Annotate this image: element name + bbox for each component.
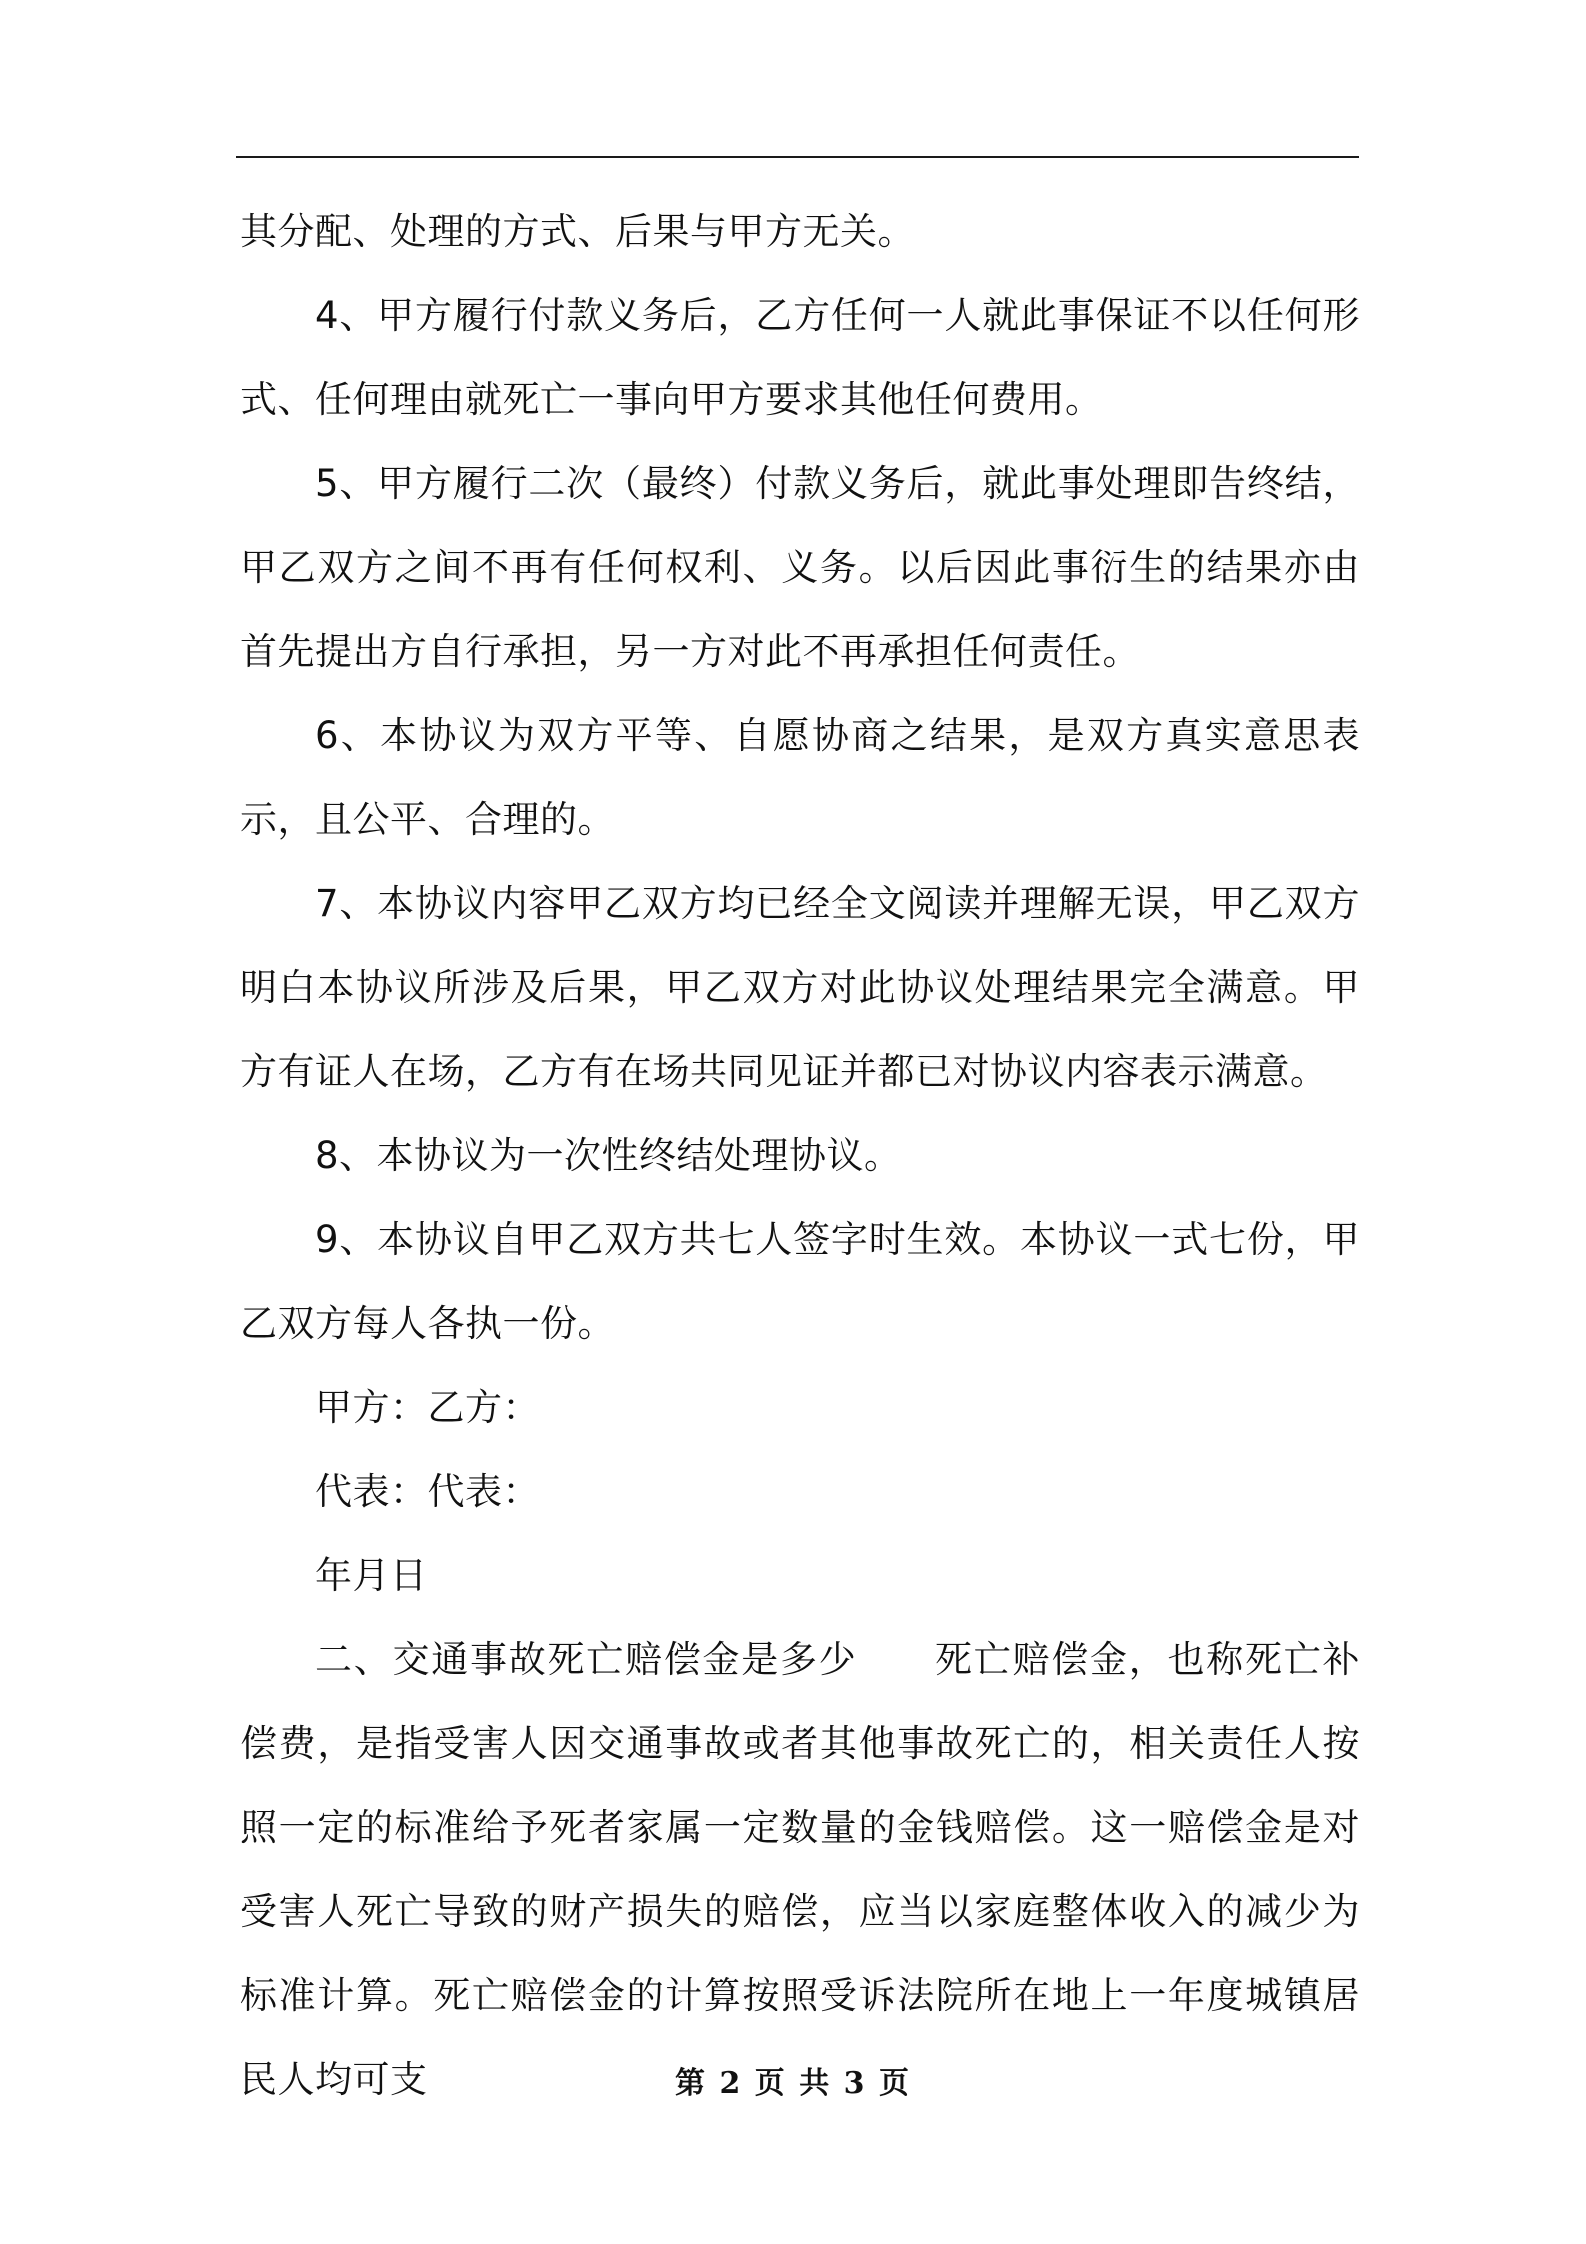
clause-5: 5、甲方履行二次（最终）付款义务后，就此事处理即告终结，甲乙双方之间不再有任何权利、义务。以后因此事衍生的结果亦由首先提出方自行承担，另一方对此不再承担任何责任。: [240, 462, 1360, 673]
section-two: 二、交通事故死亡赔偿金是多少 死亡赔偿金，也称死亡补偿费，是指受害人因交通事故或者其他事故死亡的，相关责任人按照一定的标准给予死者家属一定数量的金钱赔偿。这一赔偿金是对受害人死亡导致的财产损失的赔偿，应当以家庭整体收入的减少为标准计算。死亡赔偿金的计算按照受诉法院所在地上一年度城镇居民人均可支: [240, 1638, 1360, 2101]
clause-6: 6、本协议为双方平等、自愿协商之结果，是双方真实意思表示，且公平、合理的。: [240, 714, 1360, 841]
clause-4: 4、甲方履行付款义务后，乙方任何一人就此事保证不以任何形式、任何理由就死亡一事向甲方要求其他任何费用。: [240, 294, 1360, 421]
clause-7: 7、本协议内容甲乙双方均已经全文阅读并理解无误，甲乙双方明白本协议所涉及后果，甲乙双方对此协议处理结果完全满意。甲方有证人在场，乙方有在场共同见证并都已对协议内容表示满意。: [240, 882, 1360, 1093]
page-number: 第 2 页 共 3 页: [675, 2066, 911, 2101]
clause-9: 9、本协议自甲乙双方共七人签字时生效。本协议一式七份，甲乙双方每人各执一份。: [240, 1218, 1360, 1345]
paragraph-continuation: 其分配、处理的方式、后果与甲方无关。: [240, 210, 915, 253]
header-rule: [236, 156, 1359, 158]
signature-date: 年月日: [315, 1554, 428, 1597]
signature-representatives: 代表：代表：: [315, 1470, 540, 1513]
signature-parties: 甲方：乙方：: [315, 1386, 540, 1429]
clause-8: 8、本协议为一次性终结处理协议。: [315, 1134, 902, 1177]
document-body: [240, 190, 1360, 2122]
